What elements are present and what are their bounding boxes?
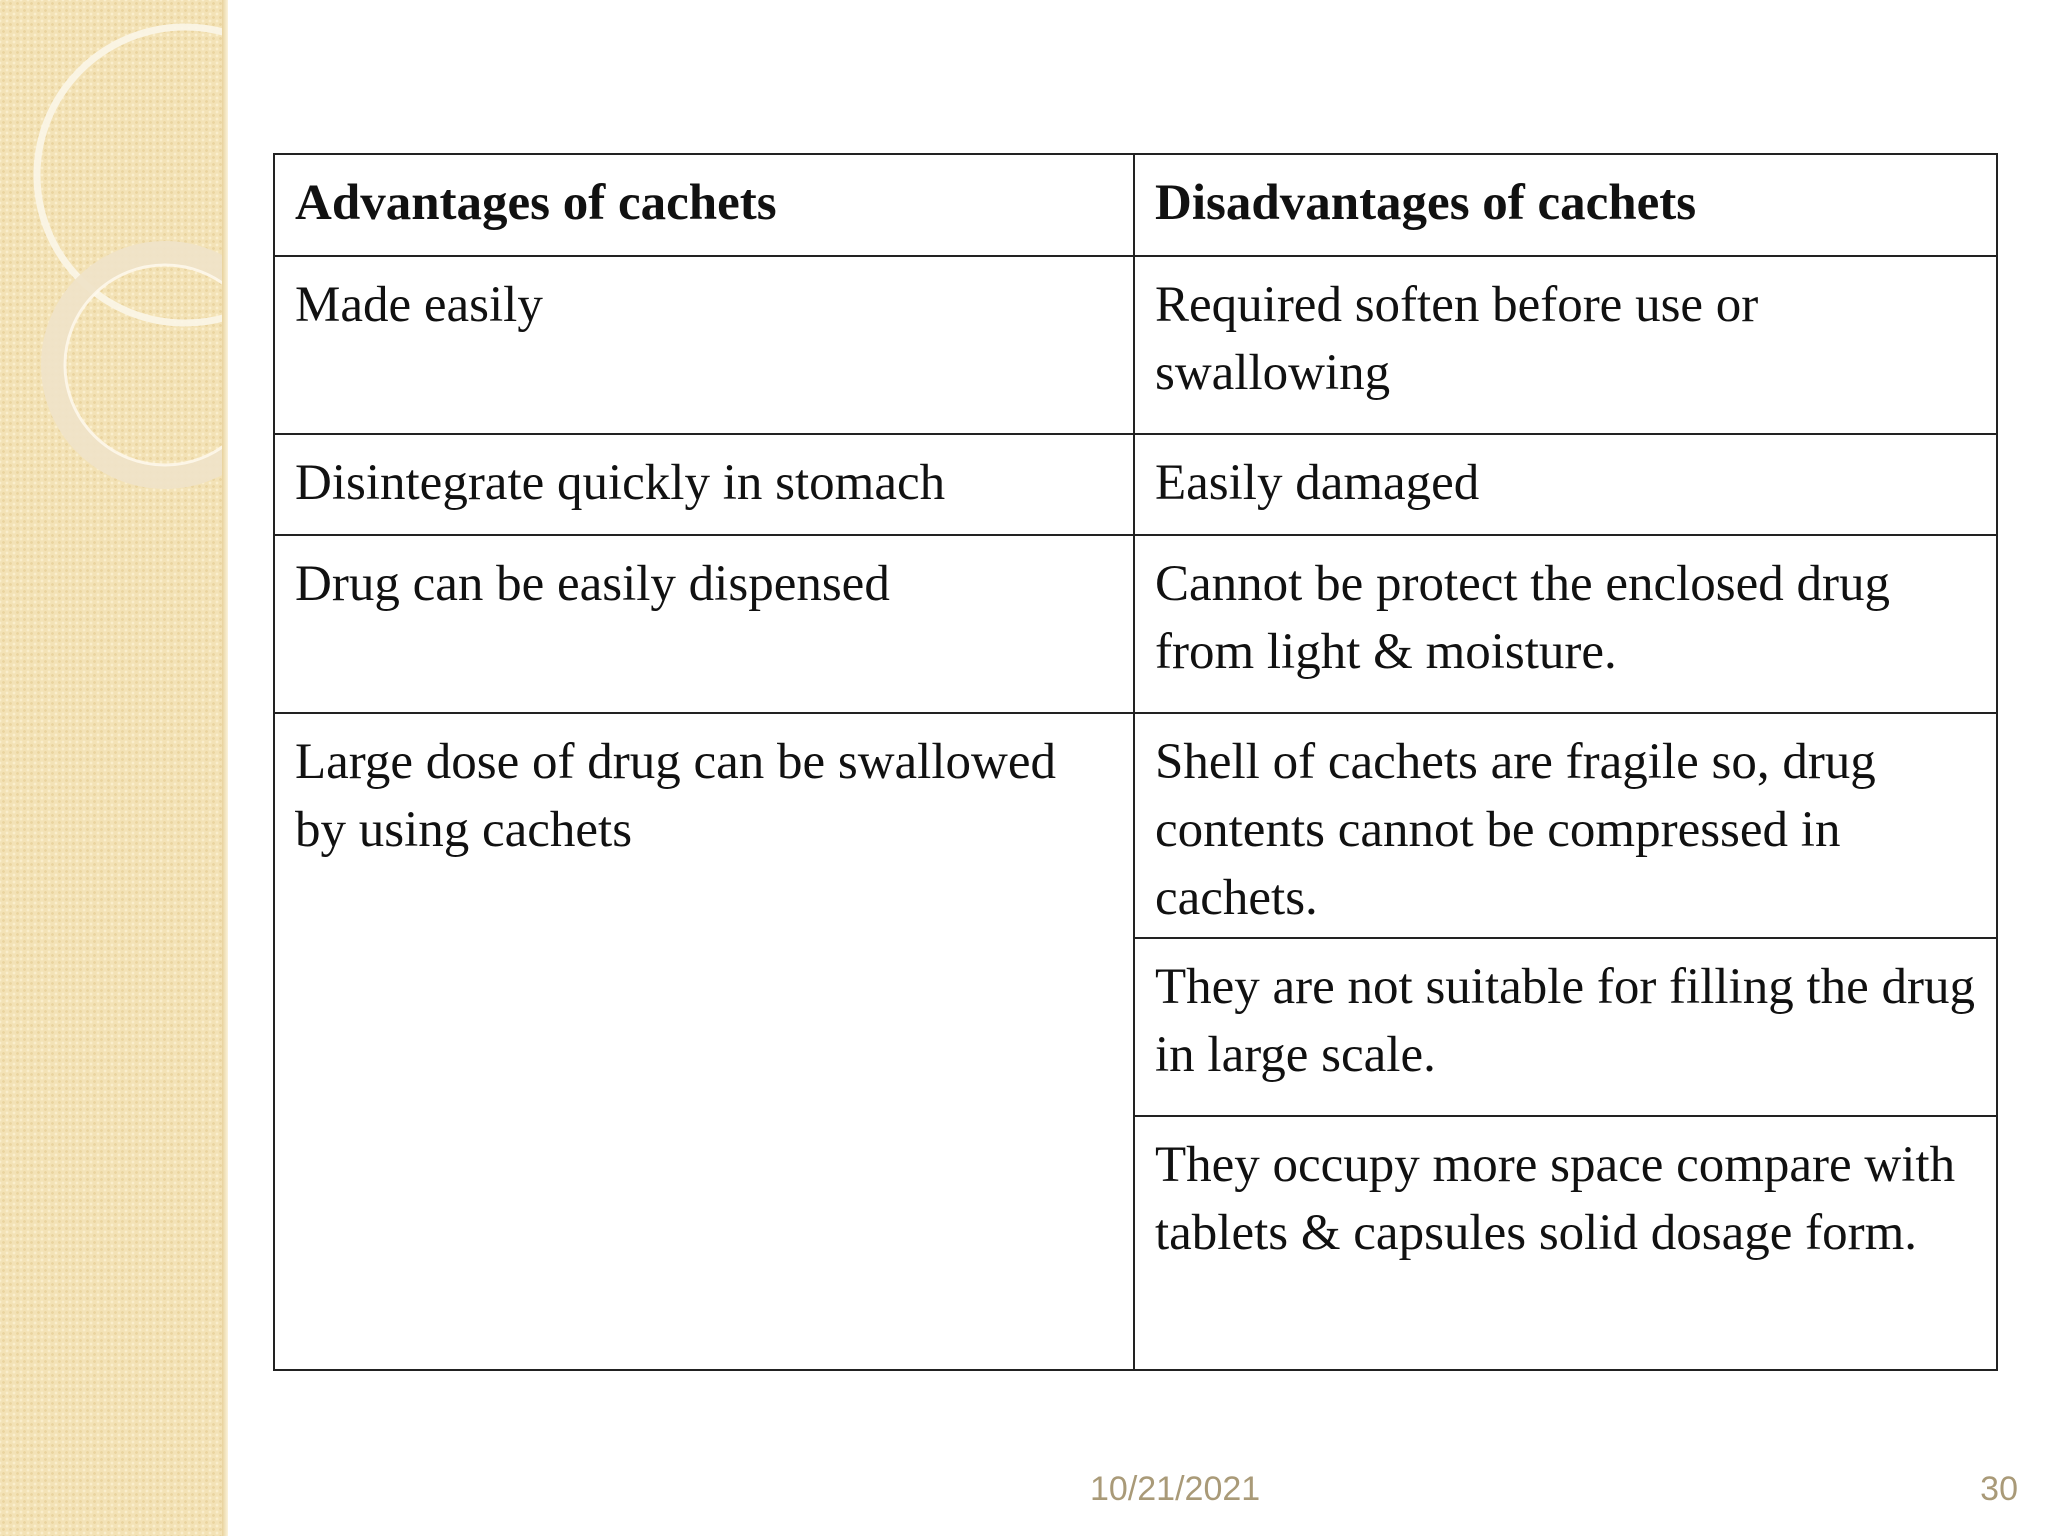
advantage-cell: Drug can be easily dispensed — [274, 535, 1134, 713]
decorative-ring-large — [37, 27, 228, 323]
table-row — [274, 713, 1997, 938]
slide-page-number: 30 — [1980, 1470, 2018, 1508]
advantage-cell: Disintegrate quickly in stomach — [274, 434, 1134, 535]
table-row — [274, 256, 1997, 434]
disadvantage-cell: They are not suitable for filling the drug in large scale. — [1134, 938, 1997, 1116]
table-header-row — [274, 154, 1997, 256]
decorative-sidebar — [0, 0, 228, 1536]
disadvantage-cell: They occupy more space compare with tablets & capsules solid dosage form. — [1134, 1116, 1997, 1370]
advantage-cell: Large dose of drug can be swallowed by using cachets — [274, 713, 1134, 1370]
advantage-cell: Made easily — [274, 256, 1134, 434]
disadvantage-cell: Easily damaged — [1134, 434, 1997, 535]
header-disadvantages: Disadvantages of cachets — [1134, 154, 1997, 256]
table-row — [274, 434, 1997, 535]
disadvantage-cell: Shell of cachets are fragile so, drug contents cannot be compressed in cachets. — [1134, 713, 1997, 938]
disadvantage-cell: Required soften before use or swallowing — [1134, 256, 1997, 434]
table-row — [274, 535, 1997, 713]
advantages-disadvantages-table — [273, 153, 1998, 1371]
header-advantages: Advantages of cachets — [274, 154, 1134, 256]
decorative-rings-graphic — [0, 0, 228, 520]
decorative-ring-thick — [53, 253, 228, 477]
footer-date: 10/21/2021 — [1090, 1470, 1261, 1508]
sidebar-edge — [222, 0, 228, 1536]
disadvantage-cell: Cannot be protect the enclosed drug from light & moisture. — [1134, 535, 1997, 713]
